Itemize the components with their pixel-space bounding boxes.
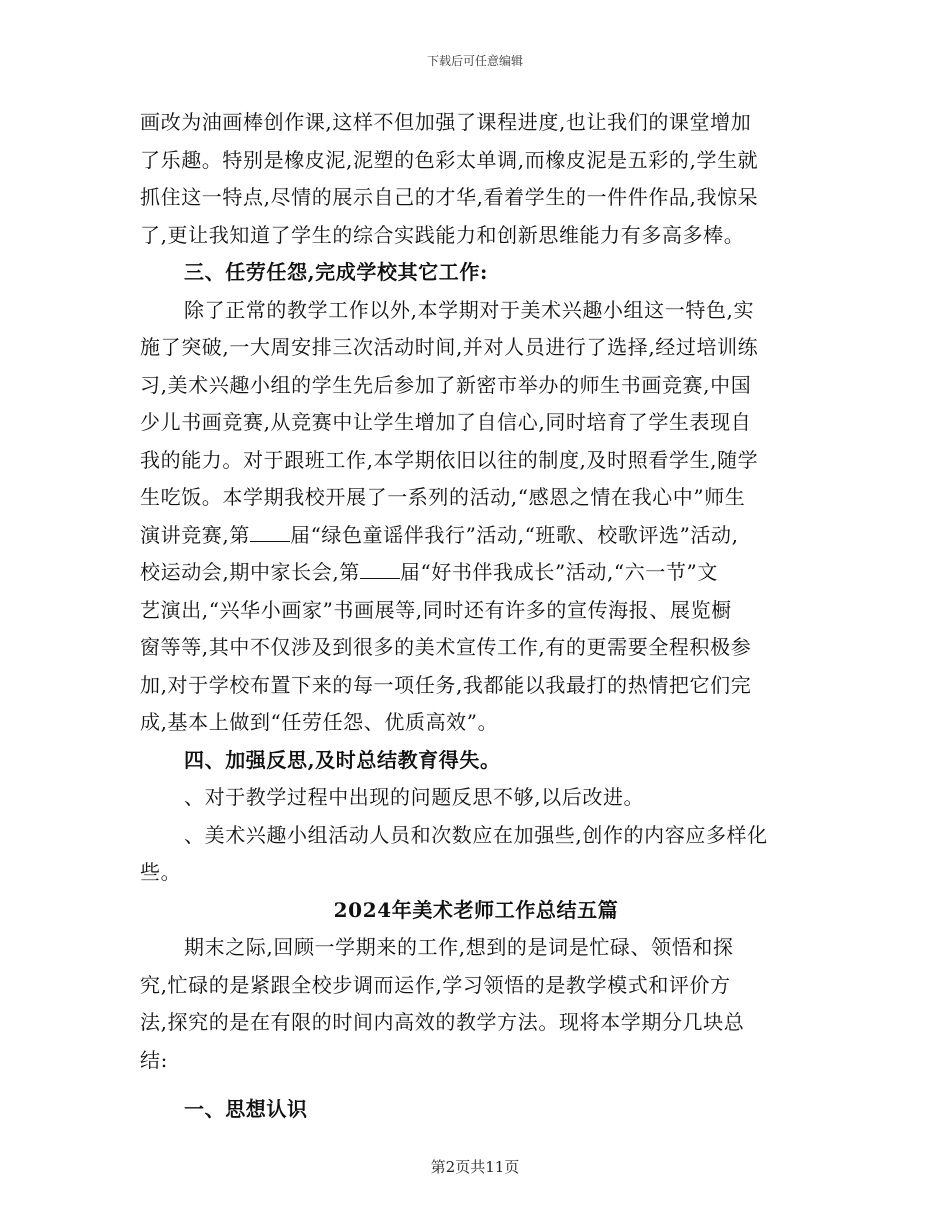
page-footer: 第2页共11页 — [430, 1158, 520, 1176]
paragraph-line: 抓住这一特点,尽情的展示自己的才华,看着学生的一件件作品,我惊呆 — [140, 185, 759, 209]
paragraph-line — [140, 517, 812, 555]
text-fragment: 演讲竞赛,第 — [140, 522, 250, 547]
paragraph-line: 施了突破,一大周安排三次活动时间,并对人员进行了选择,经过培训练 — [140, 335, 759, 359]
spacer — [140, 1079, 812, 1091]
paragraph-line: 我的能力。对于跟班工作,本学期依旧以往的制度,及时照看学生,随学 — [140, 447, 759, 472]
paragraph-line: 生吃饭。本学期我校开展了一系列的活动,“感恩之情在我心中”师生 — [140, 485, 746, 509]
section-heading-4: 四、加强反思,及时总结教育得失。 — [184, 747, 501, 772]
document-title: 2024年美术老师工作总结五篇 — [333, 897, 619, 922]
document-body — [140, 104, 812, 1129]
paragraph-line: 了乐趣。特别是橡皮泥,泥塑的色彩太单调,而橡皮泥是五彩的,学生就 — [140, 147, 759, 172]
page-header: 下载后可任意编辑 — [426, 54, 523, 68]
paragraph-line: 结: — [140, 1047, 168, 1072]
text-fragment: 届“好书伴我成长”活动,“六一节”文 — [399, 560, 718, 584]
section-heading-3: 三、任劳任怨,完成学校其它工作: — [184, 260, 488, 284]
fill-in-blank — [360, 562, 400, 579]
paragraph-line: 少儿书画竞赛,从竞赛中让学生增加了自信心,同时培育了学生表现自 — [140, 410, 752, 434]
text-fragment: 校运动会,期中家长会,第 — [140, 560, 360, 584]
fill-in-blank — [250, 525, 290, 542]
paragraph-line: 画改为油画棒创作课,这样不但加强了课程进度,也让我们的课堂增加 — [140, 110, 752, 134]
paragraph-line: 期末之际,回顾一学期来的工作,想到的是词是忙碌、领悟和探 — [184, 935, 734, 959]
paragraph-line: 艺演出,“兴华小画家”书画展等,同时还有许多的宣传海报、展览橱 — [140, 597, 732, 622]
paragraph-line: 除了正常的教学工作以外,本学期对于美术兴趣小组这一特色,实 — [184, 297, 755, 322]
text-fragment: 届“绿色童谣伴我行”活动,“班歌、校歌评选”活动, — [289, 522, 739, 547]
paragraph-line — [140, 554, 812, 592]
paragraph-line: 习,美术兴趣小组的学生先后参加了新密市举办的师生书画竞赛,中国 — [140, 372, 752, 397]
paragraph-line: 了,更让我知道了学生的综合实践能力和创新思维能力有多高多棒。 — [140, 222, 745, 247]
list-item-continuation: 些。 — [140, 860, 182, 884]
list-item: 、对于教学过程中出现的问题反思不够,以后改进。 — [184, 785, 645, 809]
list-item: 、美术兴趣小组活动人员和次数应在加强些,创作的内容应多样化 — [184, 822, 768, 847]
paragraph-line: 窗等等,其中不仅涉及到很多的美术宣传工作,有的更需要全程积极参 — [140, 635, 752, 659]
paragraph-line: 加,对于学校布置下来的每一项任务,我都能以我最打的热情把它们完 — [140, 672, 752, 697]
paragraph-line: 法,探究的是在有限的时间内高效的教学方法。现将本学期分几块总 — [140, 1010, 745, 1034]
paragraph-line: 究,忙碌的是紧跟全校步调而运作,学习领悟的是教学模式和评价方 — [140, 972, 731, 997]
paragraph-line: 成,基本上做到“任劳任怨、优质高效”。 — [140, 710, 499, 734]
section-heading-1: 一、思想认识 — [184, 1097, 308, 1121]
